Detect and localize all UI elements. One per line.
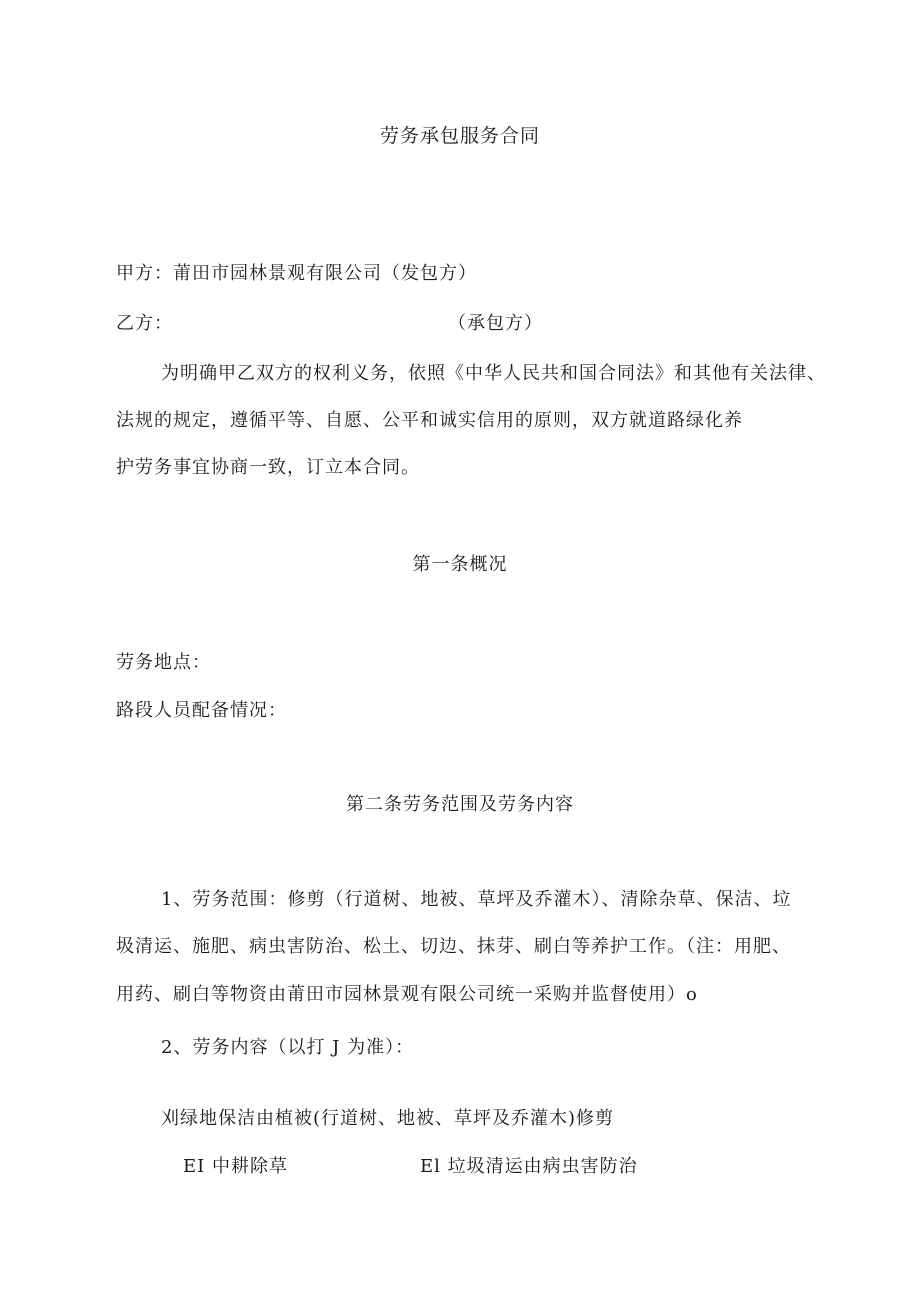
staffing-label: 路段人员配备情况： bbox=[116, 700, 287, 721]
scope-line-3: 用药、刷白等物资由莆田市园林景观有限公司统一采购并监督使用）o bbox=[116, 984, 698, 1005]
intro-line-1: 为明确甲乙双方的权利义务，依照《中华人民共和国合同法》和其他有关法律、 bbox=[161, 363, 826, 384]
intro-line-2: 法规的规定，遵循平等、自愿、公平和诚实信用的原则，双方就道路绿化养 bbox=[116, 410, 743, 431]
article-1-heading: 第一条概况 bbox=[412, 554, 508, 575]
content-heading: 2、劳务内容（以打 J 为准）： bbox=[161, 1037, 415, 1058]
document-title: 劳务承包服务合同 bbox=[379, 125, 540, 147]
article-2-heading: 第二条劳务范围及劳务内容 bbox=[346, 794, 574, 815]
content-item-weeding: EI 中耕除草 bbox=[183, 1156, 288, 1177]
party-a: 甲方：莆田市园林景观有限公司（发包方） bbox=[116, 263, 477, 284]
content-line-1: 刈绿地保洁由植被(行道树、地被、草坪及乔灌木)修剪 bbox=[161, 1108, 615, 1129]
scope-line-2: 圾清运、施肥、病虫害防治、松土、切边、抹芽、刷白等养护工作。（注：用肥、 bbox=[116, 936, 791, 957]
labor-location-label: 劳务地点： bbox=[116, 652, 211, 673]
intro-line-3: 护劳务事宜协商一致，订立本合同。 bbox=[116, 457, 420, 478]
content-item-garbage: El 垃圾清运由病虫害防治 bbox=[420, 1156, 638, 1177]
party-b-role: （承包方） bbox=[448, 313, 543, 334]
party-b-label: 乙方： bbox=[116, 313, 173, 334]
scope-line-1: 1、劳务范围：修剪（行道树、地被、草坪及乔灌木）、清除杂草、保洁、垃 bbox=[161, 889, 792, 910]
